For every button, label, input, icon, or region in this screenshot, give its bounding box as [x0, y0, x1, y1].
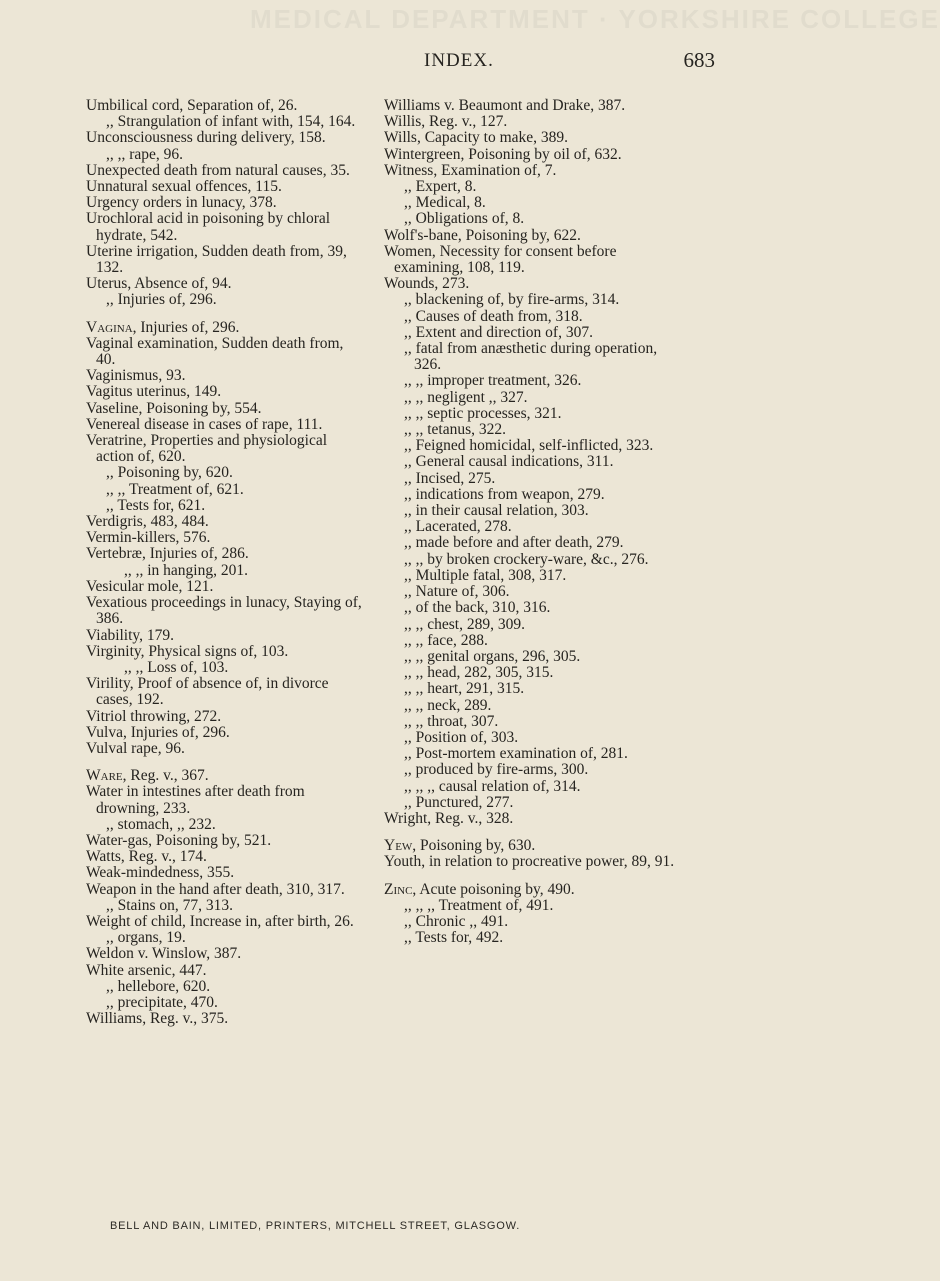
index-entry: ,, stomach, ,, 232. [106, 815, 216, 833]
index-entry: ,, ,, ,, causal relation of, 314. [404, 777, 581, 795]
index-entry: Vaseline, Poisoning by, 554. [86, 399, 262, 417]
section-initial-word: Vagina [86, 318, 133, 336]
index-entry: ,, fatal from anæsthetic during operation, 326. [404, 340, 658, 374]
index-entry: ,, Incised, 275. [404, 469, 496, 487]
index-entry: ,, Tests for, 492. [404, 929, 504, 947]
index-entry: Venereal disease in cases of rape, 111. [86, 415, 323, 433]
section-initial-word: Ware [86, 767, 123, 785]
index-entry: ,, precipitate, 470. [106, 993, 218, 1011]
index-entry: Vaginismus, 93. [86, 367, 186, 385]
index-column-left [86, 98, 366, 1027]
index-entry: ,, ,, by broken crockery-ware, &c., 276. [404, 550, 649, 568]
index-entry: ,, ,, Loss of, 103. [124, 658, 229, 676]
index-entry: Verdigris, 483, 484. [86, 513, 209, 531]
index-entry: ,, Post-mortem examination of, 281. [404, 745, 628, 763]
index-entry: Water in intestines after death from drowning, 233. [86, 783, 305, 817]
index-entry: Vulval rape, 96. [86, 739, 185, 757]
index-entry: Weapon in the hand after death, 310, 317. [86, 880, 345, 898]
index-entry: ,, made before and after death, 279. [404, 534, 624, 552]
index-entry: ,, Obligations of, 8. [404, 210, 525, 228]
index-entry: Water-gas, Poisoning by, 521. [86, 831, 272, 849]
index-entry: Veratrine, Properties and physiological action of, 620. [86, 432, 328, 466]
index-entry: Unnatural sexual offences, 115. [86, 178, 282, 196]
index-entry: ,, Poisoning by, 620. [106, 464, 233, 482]
index-entry: ,, ,, neck, 289. [404, 696, 492, 714]
section-initial-word: Zinc [384, 880, 413, 898]
index-entry: Williams v. Beaumont and Drake, 387. [384, 97, 626, 114]
index-entry: Vagina, Injuries of, 296. [86, 318, 240, 336]
index-entry: Wounds, 273. [384, 275, 470, 293]
index-entry: Wright, Reg. v., 328. [384, 809, 514, 827]
index-entry: Vexatious proceedings in lunacy, Staying of, 386. [86, 594, 362, 628]
index-entry: Weight of child, Increase in, after birth, 26. [86, 912, 354, 930]
index-entry: Women, Necessity for consent before examining, 108, 119. [384, 242, 617, 277]
index-entry: ,, Chronic ,, 491. [404, 912, 509, 930]
index-entry: ,, Strangulation of infant with, 154, 164. [106, 113, 356, 131]
index-entry: Witness, Examination of, 7. [384, 161, 557, 179]
index-entry: ,, Stains on, 77, 313. [106, 896, 234, 914]
index-entry: ,, Medical, 8. [404, 194, 486, 212]
index-entry: ,, ,, tetanus, 322. [404, 421, 507, 439]
index-entry: ,, Feigned homicidal, self-inflicted, 323. [404, 437, 654, 455]
index-entry: ,, Multiple fatal, 308, 317. [404, 566, 567, 584]
index-entry: Viability, 179. [86, 626, 175, 644]
index-entry: ,, Position of, 303. [404, 728, 519, 746]
index-entry: Williams, Reg. v., 375. [86, 1010, 229, 1028]
index-entry: Wills, Capacity to make, 389. [384, 129, 569, 147]
index-column-right [384, 98, 680, 946]
index-entry: ,, ,, throat, 307. [404, 712, 499, 730]
index-entry: ,, ,, rape, 96. [106, 145, 184, 163]
index-entry: Urgency orders in lunacy, 378. [86, 194, 277, 212]
index-entry: Vesicular mole, 121. [86, 577, 214, 595]
index-entry: ,, Expert, 8. [404, 178, 477, 196]
index-entry: Yew, Poisoning by, 630. [384, 837, 536, 855]
section-initial-word: Yew [384, 837, 413, 855]
index-entry: ,, ,, face, 288. [404, 631, 488, 649]
index-entry: ,, in their causal relation, 303. [404, 502, 589, 520]
index-entry: Weldon v. Winslow, 387. [86, 945, 242, 963]
index-entry: Vertebræ, Injuries of, 286. [86, 545, 249, 563]
index-entry: ,, Punctured, 277. [404, 793, 514, 811]
index-entry: ,, ,, in hanging, 201. [124, 561, 248, 579]
page-header [0, 50, 801, 80]
index-entry: ,, organs, 19. [106, 929, 186, 947]
index-entry: ,, ,, chest, 289, 309. [404, 615, 525, 633]
index-entry: Vermin-killers, 576. [86, 529, 211, 547]
index-entry: ,, Tests for, 621. [106, 496, 206, 514]
index-entry: ,, ,, heart, 291, 315. [404, 680, 525, 698]
index-entry: ,, ,, Treatment of, 621. [106, 480, 244, 498]
printer-imprint: BELL AND BAIN, LIMITED, PRINTERS, MITCHELL STREET, GLASGOW. [110, 1220, 521, 1232]
index-entry: ,, blackening of, by fire-arms, 314. [404, 291, 620, 309]
index-entry: ,, General causal indications, 311. [404, 453, 614, 471]
index-entry: ,, Lacerated, 278. [404, 518, 512, 536]
index-entry: Willis, Reg. v., 127. [384, 113, 508, 131]
index-entry: Vagitus uterinus, 149. [86, 383, 222, 401]
index-entry: Wintergreen, Poisoning by oil of, 632. [384, 145, 622, 163]
running-head: INDEX. [424, 50, 494, 71]
index-entry: ,, Injuries of, 296. [106, 291, 217, 309]
index-entry: ,, hellebore, 620. [106, 977, 211, 995]
index-entry: Weak-mindedness, 355. [86, 864, 235, 882]
index-entry: ,, ,, ,, Treatment of, 491. [404, 896, 554, 914]
index-entry: Uterine irrigation, Sudden death from, 39, 132. [86, 242, 347, 277]
index-entry: ,, of the back, 310, 316. [404, 599, 551, 617]
index-entry: Watts, Reg. v., 174. [86, 848, 207, 866]
index-entry: Ware, Reg. v., 367. [86, 767, 209, 785]
index-entry: ,, produced by fire-arms, 300. [404, 761, 589, 779]
index-entry: ,, Nature of, 306. [404, 583, 510, 601]
index-entry: Umbilical cord, Separation of, 26. [86, 97, 298, 114]
section-gap [384, 871, 680, 882]
index-entry: ,, ,, improper treatment, 326. [404, 372, 582, 390]
index-entry: Urochloral acid in poisoning by chloral hydrate, 542. [86, 210, 331, 244]
index-entry: Unexpected death from natural causes, 35. [86, 161, 350, 179]
index-entry: Youth, in relation to procreative power, 89, 91. [384, 853, 675, 871]
index-entry: ,, Extent and direction of, 307. [404, 323, 593, 341]
index-entry: ,, ,, negligent ,, 327. [404, 388, 528, 406]
index-entry: ,, ,, genital organs, 296, 305. [404, 647, 581, 665]
index-entry: Zinc, Acute poisoning by, 490. [384, 880, 575, 898]
index-entry: ,, Causes of death from, 318. [404, 307, 583, 325]
page-number: 683 [683, 48, 715, 72]
index-entry: Uterus, Absence of, 94. [86, 275, 232, 293]
index-entry: Vitriol throwing, 272. [86, 707, 222, 725]
library-stamp-watermark: MEDICAL DEPARTMENT · YORKSHIRE COLLEGE [250, 4, 940, 34]
index-entry: ,, ,, head, 282, 305, 315. [404, 664, 554, 682]
index-entry: ,, indications from weapon, 279. [404, 485, 605, 503]
index-entry: Virility, Proof of absence of, in divorce cases, 192. [86, 675, 329, 709]
index-entry: Unconsciousness during delivery, 158. [86, 129, 326, 147]
index-entry: White arsenic, 447. [86, 961, 207, 979]
index-entry: Virginity, Physical signs of, 103. [86, 642, 289, 660]
index-entry: Vulva, Injuries of, 296. [86, 723, 230, 741]
index-entry: Wolf's-bane, Poisoning by, 622. [384, 226, 581, 244]
index-entry: ,, ,, septic processes, 321. [404, 404, 562, 422]
index-entry: Vaginal examination, Sudden death from, 40. [86, 334, 344, 369]
